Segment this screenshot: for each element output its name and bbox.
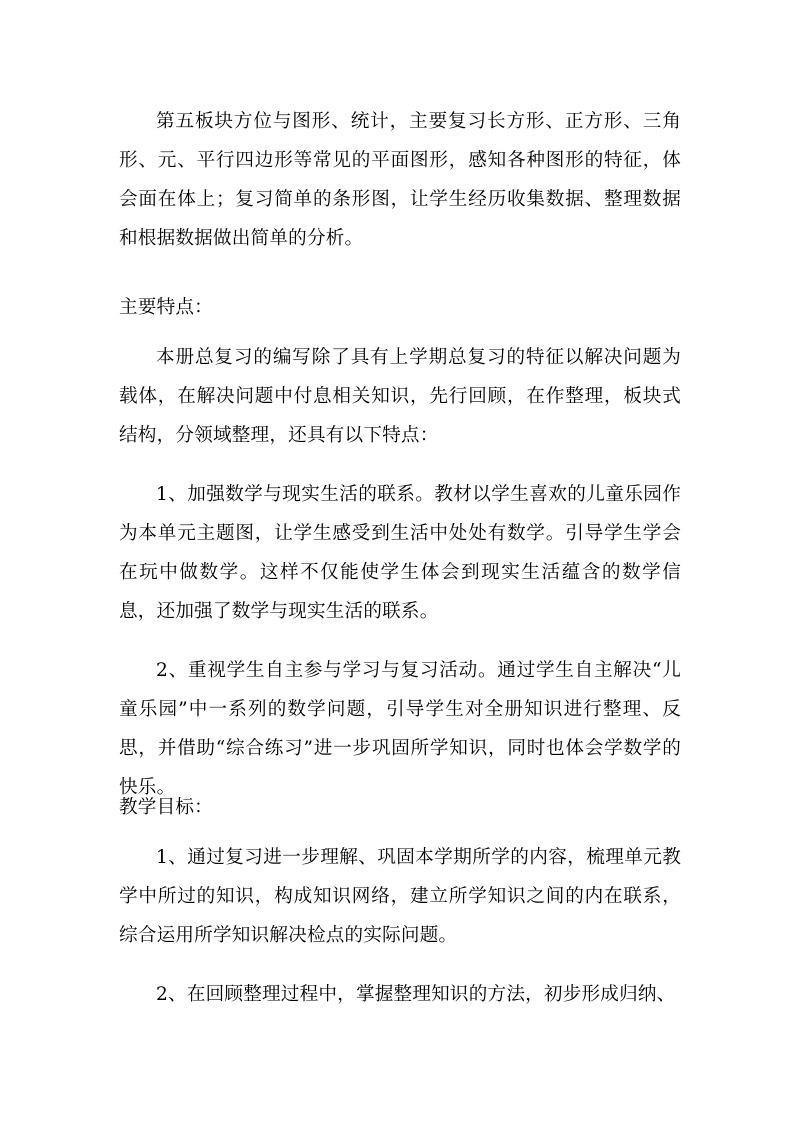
- paragraph-review-overview: 本册总复习的编写除了具有上学期总复习的特征以解决问题为载体，在解决问题中付息相关知识，先行回顾，在作整理，板块式结构，分领域整理，还具有以下特点：: [119, 347, 681, 446]
- heading-main-features: 主要特点：: [119, 297, 213, 318]
- paragraph-shapes-statistics: 第五板块方位与图形、统计，主要复习长方形、正方形、三角形、元、平行四边形等常见的平面图形，感知各种图形的特征，体会面在体上；复习简单的条形图，让学生经历收集数据、整理数据和根据数据做出简单的分析。: [119, 111, 681, 249]
- paragraph-feature-2: 2、重视学生自主参与学习与复习活动。通过学生自主解决“儿童乐园”中一系列的数学问题，引导学生对全册知识进行整理、反思，并借助“综合练习”进一步巩固所学知识，同时也体会学数学的快乐。: [119, 660, 681, 798]
- paragraph-feature-1: 1、加强数学与现实生活的联系。教材以学生喜欢的儿童乐园作为本单元主题图，让学生感受到生活中处处有数学。引导学生学会在玩中做数学。这样不仅能使学生体会到现实生活蕴含的数学信息，还加强了数学与现实生活的联系。: [119, 484, 681, 622]
- paragraph-goal-1: 1、通过复习进一步理解、巩固本学期所学的内容，梳理单元教学中所过的知识，构成知识网络，建立所学知识之间的内在联系，综合运用所学知识解决检点的实际问题。: [119, 847, 681, 946]
- heading-teaching-goals: 教学目标：: [119, 797, 213, 818]
- paragraph-goal-2: 2、在回顾整理过程中，掌握整理知识的方法，初步形成归纳、: [156, 984, 676, 1005]
